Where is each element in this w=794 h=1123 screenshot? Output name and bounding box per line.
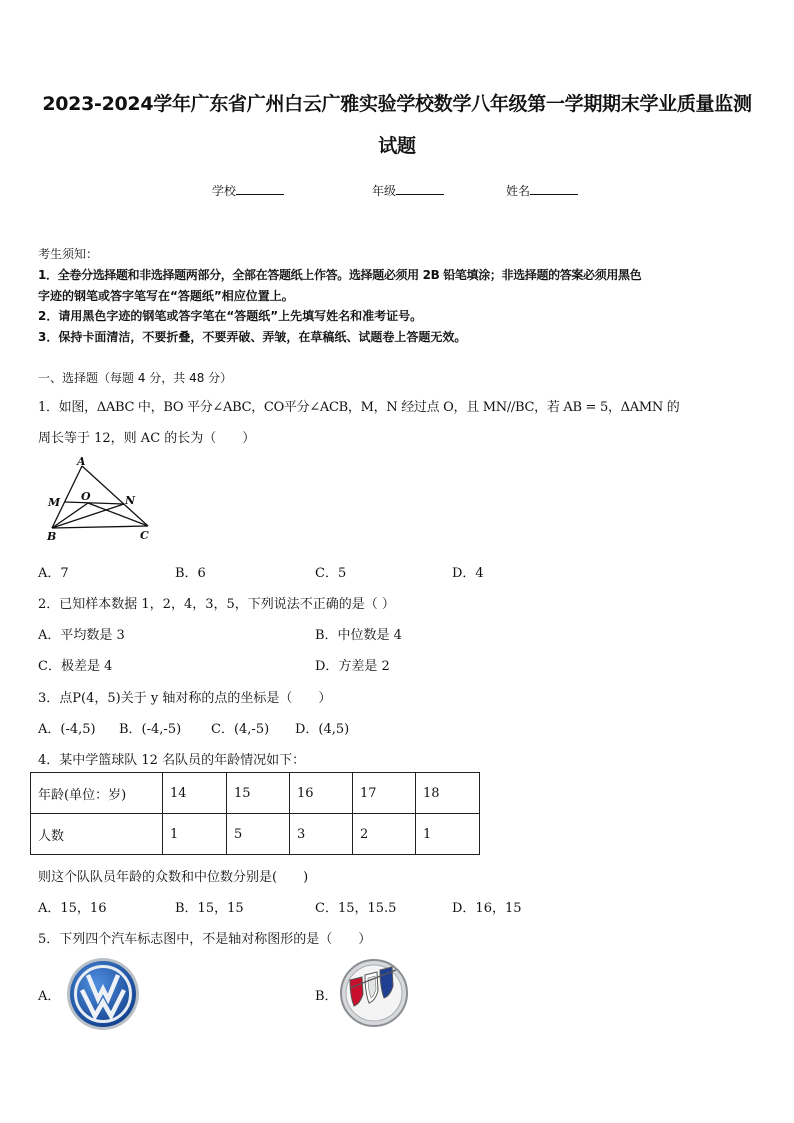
q2-option-a[interactable]: A．平均数是 3 (38, 628, 125, 643)
q3-option-b[interactable]: B．(-4,-5) (119, 722, 182, 737)
label-b: B (47, 530, 57, 542)
q2-option-d[interactable]: D．方差是 2 (315, 659, 390, 674)
q1-stem-cont: 周长等于 12，则 AC 的长为（ ） (38, 431, 256, 446)
table-header-cell: 年龄(单位：岁) (31, 773, 163, 814)
page-title-line2: 试题 (378, 135, 416, 157)
table-row (31, 773, 480, 814)
q4-option-a[interactable]: A．15，16 (38, 901, 107, 916)
q2-option-c[interactable]: C．极差是 4 (38, 659, 113, 674)
notice-item-1-cont: 字迹的钢笔或答字笔写在“答题纸”相应位置上。 (38, 289, 294, 303)
grade-label: 年级 (372, 184, 397, 198)
table-cell: 1 (416, 814, 480, 855)
q2-option-b[interactable]: B．中位数是 4 (315, 628, 402, 643)
segment-bn (52, 504, 124, 528)
q5-stem: 5．下列四个汽车标志图中，不是轴对称图形的是（ ） (38, 932, 372, 947)
label-o: O (81, 490, 91, 503)
notice-heading: 考生须知： (38, 247, 99, 261)
q5-option-b-label[interactable]: B． (315, 989, 338, 1004)
label-a: A (77, 456, 86, 468)
side-bc (52, 526, 148, 528)
segment-mn (65, 502, 124, 504)
q1-option-b[interactable]: B．6 (175, 566, 206, 581)
q3-stem: 3．点P(4，5)关于 y 轴对称的点的坐标是（ ） (38, 691, 332, 706)
q1-option-d[interactable]: D．4 (452, 566, 484, 581)
q4-option-d[interactable]: D．16，15 (452, 901, 522, 916)
q4-option-b[interactable]: B．15，15 (175, 901, 244, 916)
table-cell: 1 (163, 814, 227, 855)
q3-option-d[interactable]: D．(4,5) (295, 722, 350, 737)
q3-option-c[interactable]: C．(4,-5) (211, 722, 270, 737)
label-c: C (140, 529, 149, 542)
section-heading: 一、选择题（每题 4 分，共 48 分） (38, 371, 233, 385)
name-label: 姓名 (506, 184, 531, 198)
table-cell: 17 (353, 773, 416, 814)
q1-option-a[interactable]: A．7 (38, 566, 69, 581)
q1-stem: 1．如图，ΔABC 中，BO 平分∠ABC，CO平分∠ACB，M，N 经过点 O，且 MN//BC，若 AB = 5，ΔAMN 的 (38, 400, 680, 415)
age-table (30, 772, 480, 855)
grade-blank (396, 182, 444, 195)
q4-question: 则这个队队员年龄的众数和中位数分别是( ) (38, 870, 309, 885)
table-header-cell: 人数 (31, 814, 163, 855)
table-cell: 3 (290, 814, 353, 855)
table-cell: 2 (353, 814, 416, 855)
side-ac (82, 466, 148, 526)
label-n: N (125, 494, 136, 507)
name-blank (530, 182, 578, 195)
q4-option-c[interactable]: C．15，15.5 (315, 901, 397, 916)
triangle-figure (44, 456, 156, 542)
school-label: 学校 (212, 184, 237, 198)
table-row (31, 814, 480, 855)
table-cell: 15 (227, 773, 290, 814)
notice-item-3: 3．保持卡面清洁，不要折叠，不要弄破、弄皱，在草稿纸、试题卷上答题无效。 (38, 330, 467, 344)
table-cell: 18 (416, 773, 480, 814)
q2-stem: 2．已知样本数据 1，2，4，3，5，下列说法不正确的是（ ） (38, 597, 395, 612)
buick-logo-icon[interactable] (336, 958, 412, 1028)
q4-stem: 4．某中学篮球队 12 名队员的年龄情况如下： (38, 753, 306, 768)
page-title: 2023-2024学年广东省广州白云广雅实验学校数学八年级第一学期期末学业质量监测 (42, 93, 752, 115)
q3-option-a[interactable]: A．(-4,5) (38, 722, 96, 737)
notice-item-1: 1．全卷分选择题和非选择题两部分，全部在答题纸上作答。选择题必须用 2B 铅笔填涂；非选择题的答案必须用黑色 (38, 268, 642, 282)
school-field (212, 182, 284, 199)
vw-logo-icon[interactable] (62, 956, 144, 1032)
q1-option-c[interactable]: C．5 (315, 566, 347, 581)
name-field (506, 182, 578, 199)
q5-option-a-label[interactable]: A． (38, 989, 61, 1004)
label-m: M (48, 496, 61, 509)
notice-item-2: 2．请用黑色字迹的钢笔或答字笔在“答题纸”上先填写姓名和准考证号。 (38, 309, 423, 323)
table-cell: 16 (290, 773, 353, 814)
grade-field (372, 182, 444, 199)
table-cell: 14 (163, 773, 227, 814)
table-cell: 5 (227, 814, 290, 855)
school-blank (236, 182, 284, 195)
